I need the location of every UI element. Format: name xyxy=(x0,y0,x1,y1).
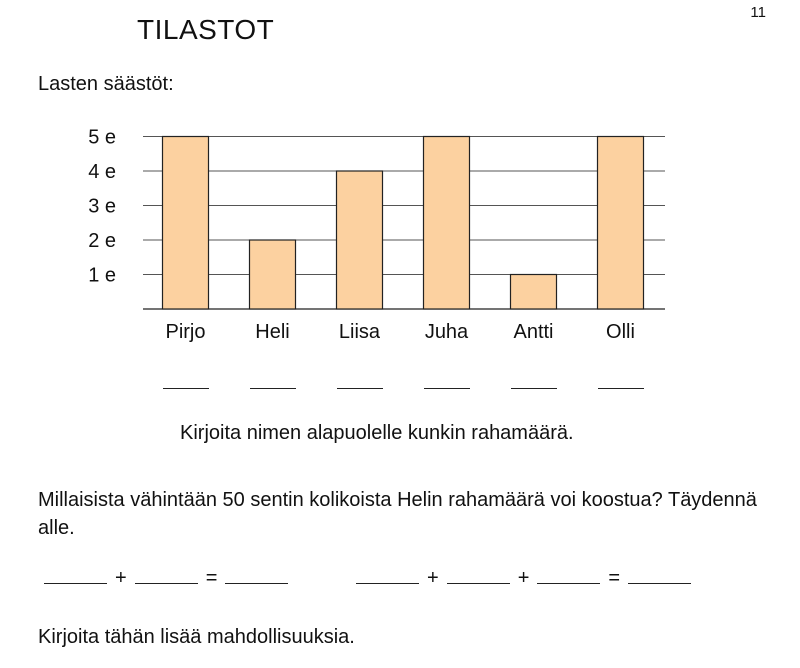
x-tick-label: Pirjo xyxy=(165,321,206,343)
bar-antti xyxy=(511,275,557,310)
answer-blank-antti[interactable] xyxy=(511,368,557,389)
answer-line[interactable] xyxy=(628,563,691,584)
bar-heli xyxy=(250,240,296,309)
y-tick-label: 1 e xyxy=(88,264,116,287)
bar-pirjo xyxy=(163,137,209,310)
chart-caption: Lasten säästöt: xyxy=(38,73,174,95)
equals-sign: = xyxy=(608,567,621,589)
instruction-write-amounts: Kirjoita nimen alapuolelle kunkin rahamäärä. xyxy=(180,422,574,444)
bar-liisa xyxy=(337,171,383,309)
answer-line[interactable] xyxy=(447,563,510,584)
plus-sign: + xyxy=(427,567,439,589)
bar-olli xyxy=(598,137,644,310)
answer-blank-heli[interactable] xyxy=(250,368,296,389)
answer-blank-pirjo[interactable] xyxy=(163,368,209,389)
answer-line[interactable] xyxy=(44,563,107,584)
equation-three-coins xyxy=(356,563,691,590)
x-tick-label: Juha xyxy=(424,321,469,343)
y-tick-label: 4 e xyxy=(88,161,116,183)
x-tick-label: Antti xyxy=(513,321,554,343)
y-tick-label: 2 e xyxy=(88,230,116,252)
answer-blank-juha[interactable] xyxy=(424,368,470,389)
answer-line[interactable] xyxy=(356,563,419,584)
y-tick-labels xyxy=(88,127,116,287)
coin-question: Millaisista vähintään 50 sentin kolikoista Helin rahamäärä voi koostua? Täydennä alle. xyxy=(38,489,757,539)
answer-line[interactable] xyxy=(537,563,600,584)
x-tick-label: Heli xyxy=(255,321,290,343)
plus-sign: + xyxy=(115,567,127,589)
answer-blank-liisa[interactable] xyxy=(337,368,383,389)
x-tick-label: Olli xyxy=(606,321,635,343)
answer-line[interactable] xyxy=(225,563,288,584)
answer-blank-olli[interactable] xyxy=(598,368,644,389)
chart-bars xyxy=(163,137,644,310)
page-title: TILASTOT xyxy=(137,14,275,45)
page-number: 11 xyxy=(750,4,766,21)
y-tick-label: 3 e xyxy=(88,195,116,218)
plus-sign: + xyxy=(517,567,530,589)
answer-line[interactable] xyxy=(135,563,198,584)
bar-juha xyxy=(424,137,470,310)
instruction-more-options: Kirjoita tähän lisää mahdollisuuksia. xyxy=(38,626,355,648)
equation-two-coins xyxy=(44,563,288,590)
chart-grid xyxy=(143,137,665,310)
y-tick-label: 5 e xyxy=(88,126,116,149)
x-tick-label: Liisa xyxy=(338,321,381,343)
equals-sign: = xyxy=(205,567,218,589)
x-tick-labels xyxy=(165,321,634,343)
